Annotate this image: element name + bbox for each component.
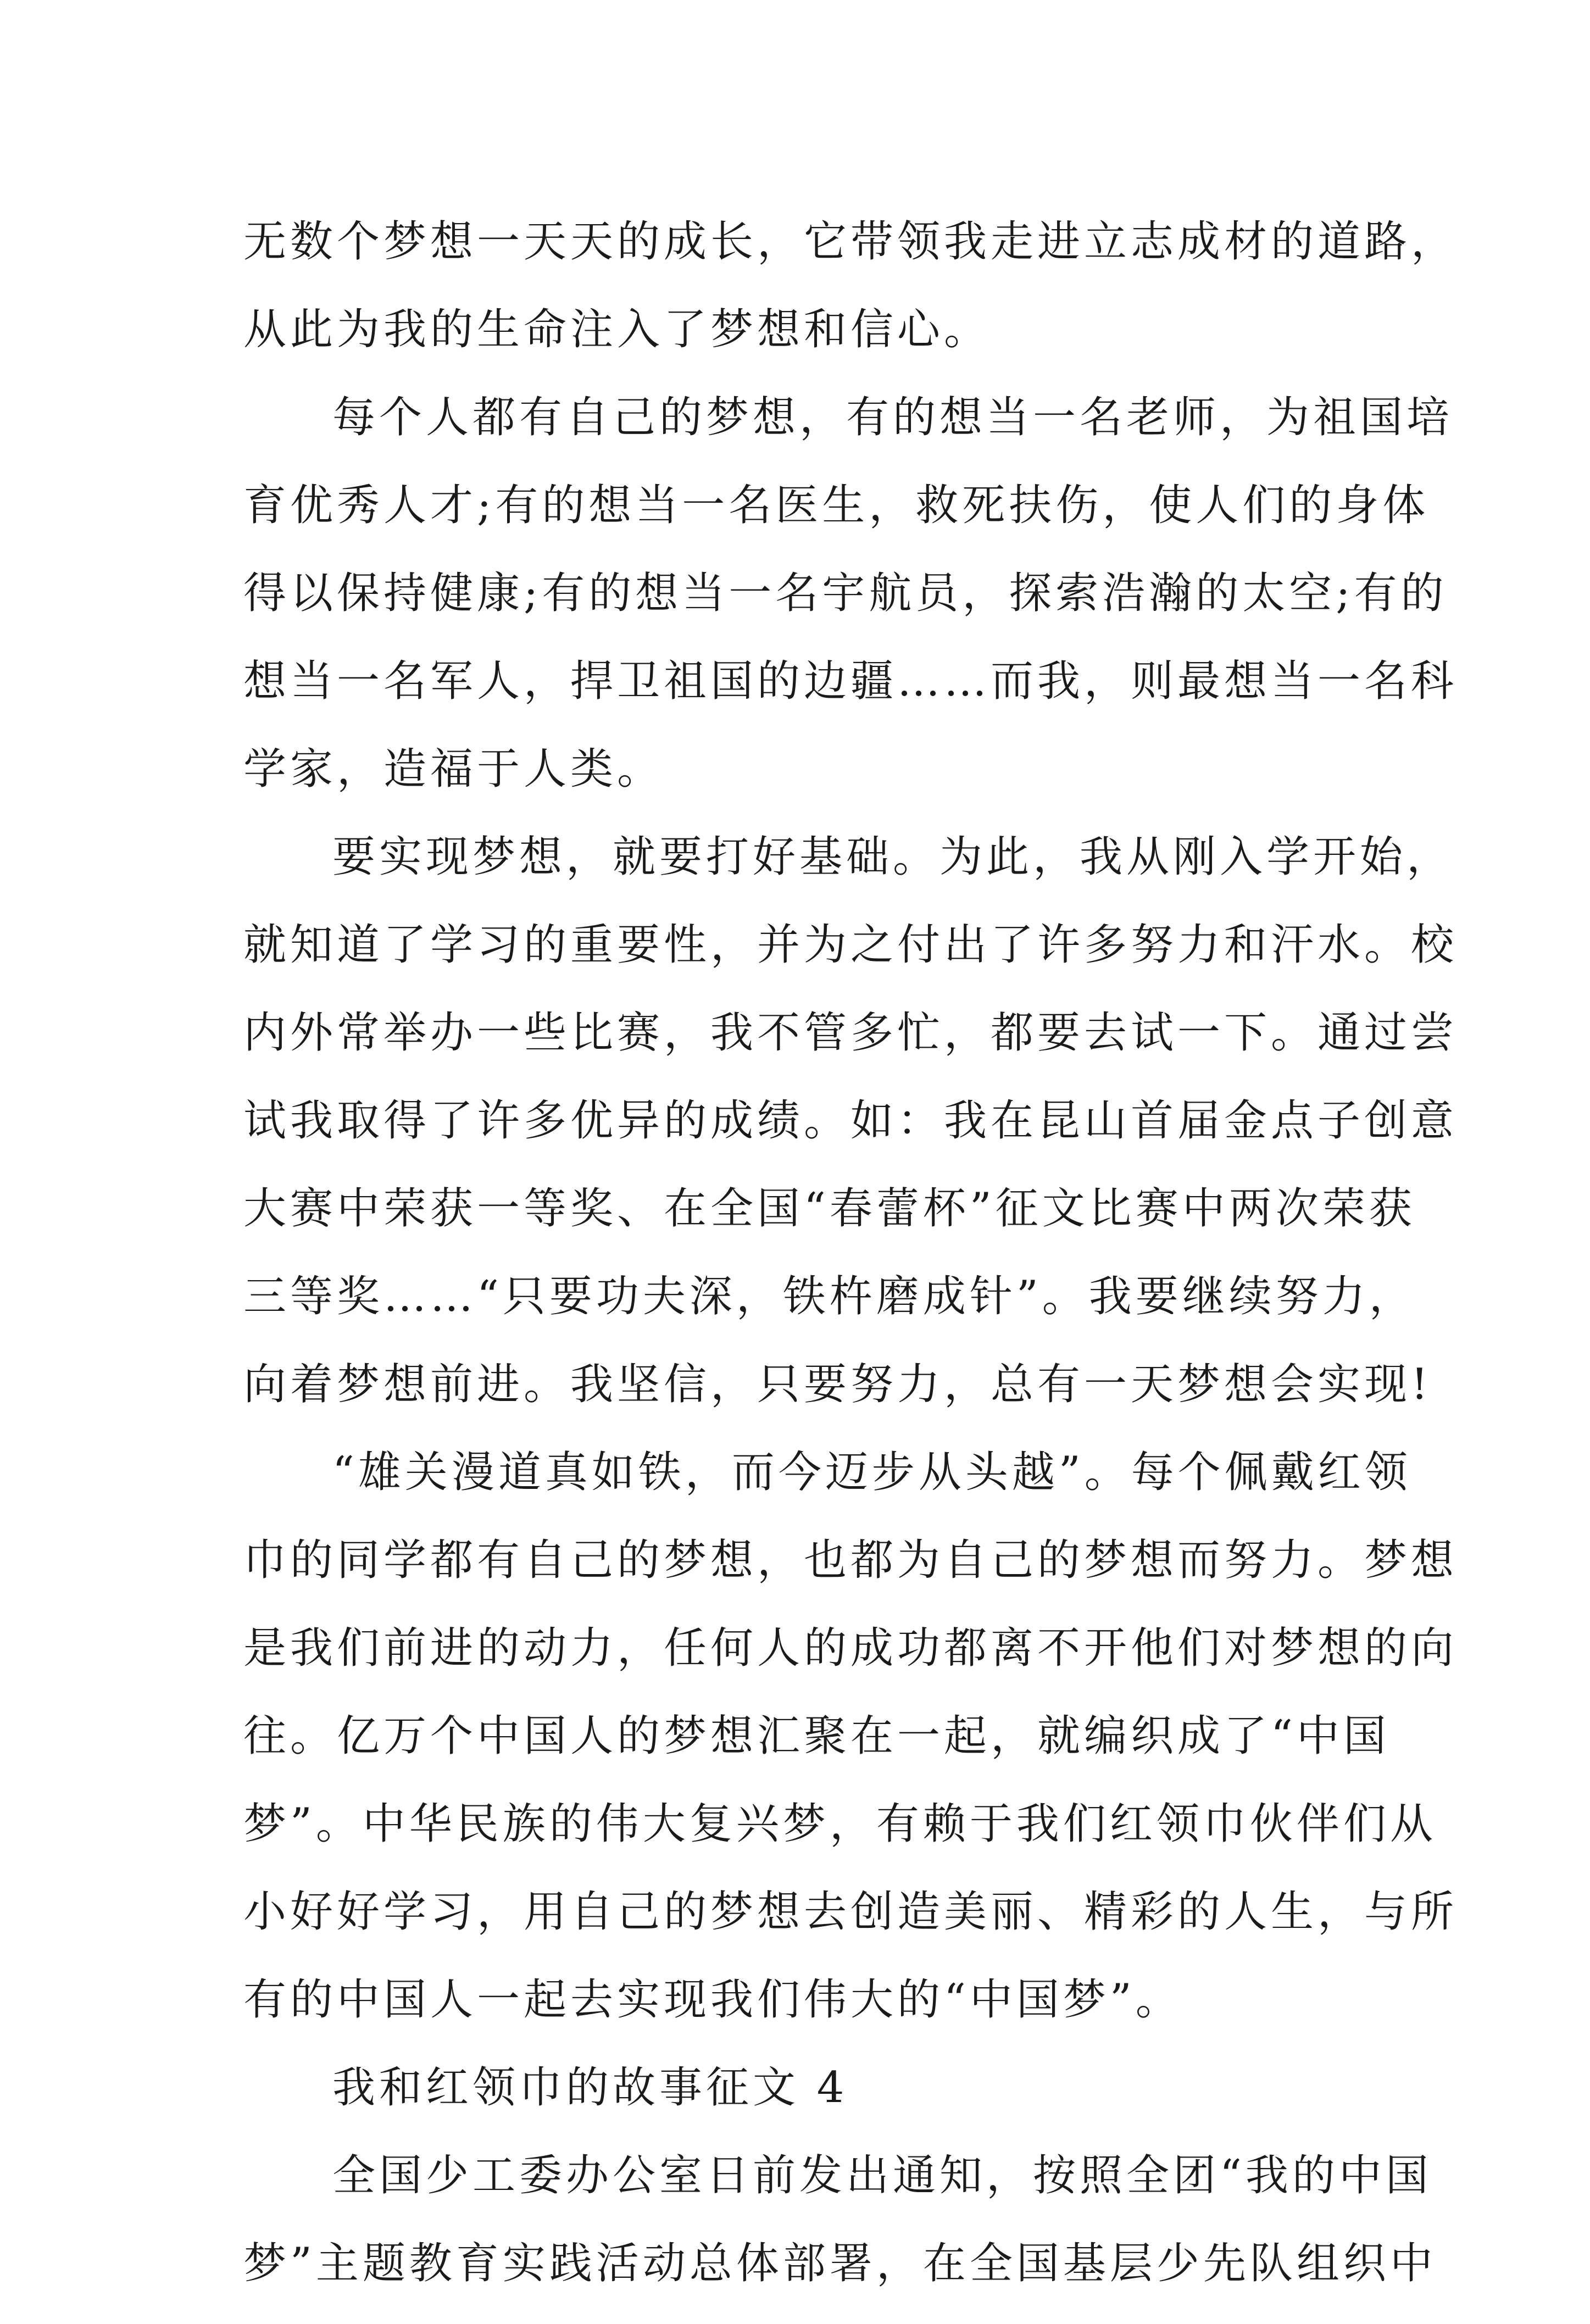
text-line: 得以保持健康;有的想当一名宇航员，探索浩瀚的太空;有的	[243, 569, 1448, 618]
paragraph-start-line: “雄关漫道真如铁，而今迈步从头越”。每个佩戴红领	[332, 1448, 1411, 1497]
text-line: 大赛中荣获一等奖、在全国“春蕾杯”征文比赛中两次荣获	[243, 1184, 1416, 1233]
text-line: 想当一名军人，捍卫祖国的边疆……而我，则最想当一名科	[243, 657, 1458, 706]
text-line: 向着梦想前进。我坚信，只要努力，总有一天梦想会实现!	[243, 1360, 1432, 1409]
text-line: 试我取得了许多优异的成绩。如：我在昆山首届金点子创意	[243, 1096, 1458, 1146]
text-line: 巾的同学都有自己的梦想，也都为自己的梦想而努力。梦想	[243, 1536, 1458, 1585]
text-line: 往。亿万个中国人的梦想汇聚在一起，就编织成了“中国	[243, 1711, 1390, 1761]
text-line: 是我们前进的动力，任何人的成功都离不开他们对梦想的向	[243, 1624, 1458, 1673]
text-line: 无数个梦想一天天的成长，它带领我走进立志成材的道路，	[243, 217, 1458, 266]
section-heading: 我和红领巾的故事征文 4	[332, 2063, 848, 2112]
text-line: 学家，造福于人类。	[243, 744, 664, 794]
text-line: 小好好学习，用自己的梦想去创造美丽、精彩的人生，与所	[243, 1887, 1458, 1937]
paragraph-start-line: 全国少工委办公室日前发出通知，按照全团“我的中国	[332, 2151, 1432, 2200]
text-line: 三等奖……“只要功夫深，铁杵磨成针”。我要继续努力，	[243, 1272, 1416, 1321]
text-line: 就知道了学习的重要性，并为之付出了许多努力和汗水。校	[243, 920, 1458, 970]
text-line: 内外常举办一些比赛，我不管多忙，都要去试一下。通过尝	[243, 1008, 1458, 1058]
text-line: 梦”主题教育实践活动总体部署，在全国基层少先队组织中	[243, 2239, 1437, 2288]
text-line: 育优秀人才;有的想当一名医生，救死扶伤，使人们的身体	[243, 481, 1430, 530]
text-line: 梦”。中华民族的伟大复兴梦，有赖于我们红领巾伙伴们从	[243, 1799, 1437, 1849]
text-line: 从此为我的生命注入了梦想和信心。	[243, 305, 991, 354]
paragraph-start-line: 要实现梦想，就要打好基础。为此，我从刚入学开始，	[332, 832, 1454, 882]
essay-body	[243, 214, 1458, 2324]
text-line: 有的中国人一起去实现我们伟大的“中国梦”。	[243, 1975, 1182, 2025]
paragraph-start-line: 每个人都有自己的梦想，有的想当一名老师，为祖国培	[332, 393, 1454, 442]
